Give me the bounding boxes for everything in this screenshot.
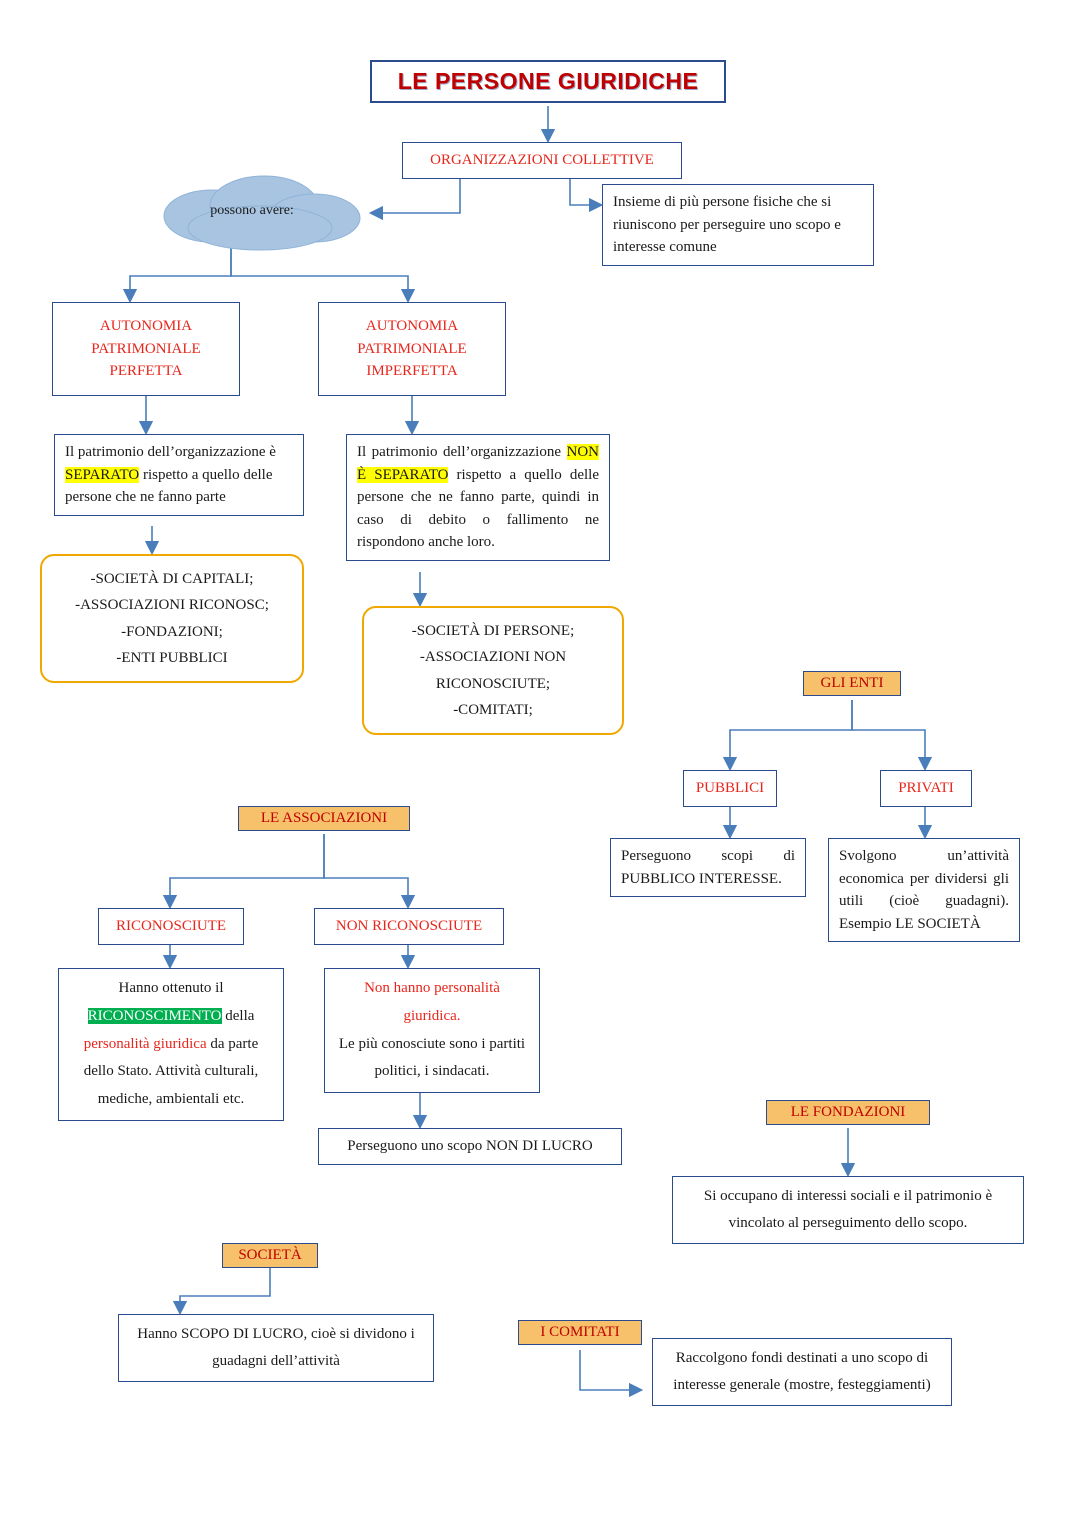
list-item: RICONOSCIUTE; (435, 675, 551, 692)
cloud-label: possono avere: (210, 203, 294, 218)
node-scopo-non-lucro: Perseguono uno scopo NON DI LUCRO (318, 1128, 622, 1165)
riconosciute-red: personalità giuridica (83, 1035, 207, 1052)
non-riconosciute-rest: Le più conosciute sono i partiti politici, i sindacati. (338, 1035, 526, 1080)
patrimonio-non-separato-pre: Il patrimonio dell’organizzazione (357, 444, 567, 460)
list-autonomia-imperfetta (362, 606, 624, 735)
node-comitati-descrizione: Raccolgono fondi destinati a uno scopo di interesse generale (mostre, festeggiamenti) (652, 1338, 952, 1406)
node-non-riconosciute: NON RICONOSCIUTE (314, 908, 504, 945)
patrimonio-non-separato-post: rispetto a quello delle persone che ne fanno parte, quindi in caso di debito o fallimento ne rispondono anche loro. (357, 466, 599, 550)
node-le-associazioni: LE ASSOCIAZIONI (238, 806, 410, 831)
node-riconosciute-descrizione (58, 968, 284, 1121)
list-item: -FONDAZIONI; (121, 623, 223, 640)
patrimonio-separato-post: rispetto a quello delle persone che ne fanno parte (65, 466, 273, 505)
autonomia-imperfetta-line1: AUTONOMIA (365, 318, 459, 334)
autonomia-perfetta-line2: PATRIMONIALE (91, 340, 201, 357)
node-i-comitati: I COMITATI (518, 1320, 642, 1345)
node-societa: SOCIETÀ (222, 1243, 318, 1268)
node-fondazioni-descrizione: Si occupano di interessi sociali e il patrimonio è vincolato al perseguimento dello scopo. (672, 1176, 1024, 1244)
riconosciute-post: da parte dello Stato. Attività culturali, mediche, ambientali etc. (83, 1035, 259, 1107)
riconosciute-mid: della (221, 1007, 255, 1024)
node-privati: PRIVATI (880, 770, 972, 807)
patrimonio-separato-highlight: SEPARATO (65, 466, 140, 483)
node-patrimonio-non-separato (346, 434, 610, 561)
list-item: -ASSOCIAZIONI NON (419, 649, 567, 666)
node-privati-descrizione: Svolgono un’attività economica per dividersi gli utili (cioè guadagni). Esempio LE SOCIETÀ (828, 838, 1020, 942)
node-societa-descrizione: Hanno SCOPO DI LUCRO, cioè si dividono i guadagni dell’attività (118, 1314, 434, 1382)
node-pubblici: PUBBLICI (683, 770, 777, 807)
node-autonomia-imperfetta (318, 302, 506, 396)
autonomia-imperfetta-line3: IMPERFETTA (366, 363, 458, 379)
list-item: -SOCIETÀ DI CAPITALI; (90, 571, 254, 587)
autonomia-perfetta-line1: AUTONOMIA (99, 318, 193, 334)
node-autonomia-perfetta (52, 302, 240, 396)
node-riconosciute: RICONOSCIUTE (98, 908, 244, 945)
node-organizzazioni-collettive: ORGANIZZAZIONI COLLETTIVE (402, 142, 682, 179)
node-gli-enti: GLI ENTI (803, 671, 901, 696)
list-autonomia-perfetta (40, 554, 304, 683)
list-item: -ENTI PUBBLICI (116, 649, 228, 666)
patrimonio-separato-pre: Il patrimonio dell’organizzazione è (65, 444, 276, 460)
page-title: LE PERSONE GIURIDICHE (370, 60, 726, 103)
list-item: -ASSOCIAZIONI RICONOSC; (75, 597, 269, 614)
riconosciute-highlight: RICONOSCIMENTO (87, 1007, 222, 1024)
node-pubblici-descrizione: Perseguono scopi di PUBBLICO INTERESSE. (610, 838, 806, 897)
list-item: -SOCIETÀ DI PERSONE; (411, 623, 575, 639)
patrimonio-non-separato-highlight: NON È SEPARATO (357, 444, 599, 483)
node-le-fondazioni: LE FONDAZIONI (766, 1100, 930, 1125)
cloud-possono-avere (152, 172, 352, 250)
autonomia-perfetta-line3: PERFETTA (109, 363, 183, 379)
list-item: -COMITATI; (453, 701, 533, 718)
node-insieme-persone: Insieme di più persone fisiche che si riuniscono per perseguire uno scopo e interesse comune (602, 184, 874, 266)
autonomia-imperfetta-line2: PATRIMONIALE (357, 340, 467, 357)
node-patrimonio-separato (54, 434, 304, 516)
node-non-riconosciute-descrizione (324, 968, 540, 1093)
non-riconosciute-red: Non hanno personalità giuridica. (364, 980, 500, 1024)
riconosciute-pre: Hanno ottenuto il (118, 980, 224, 996)
